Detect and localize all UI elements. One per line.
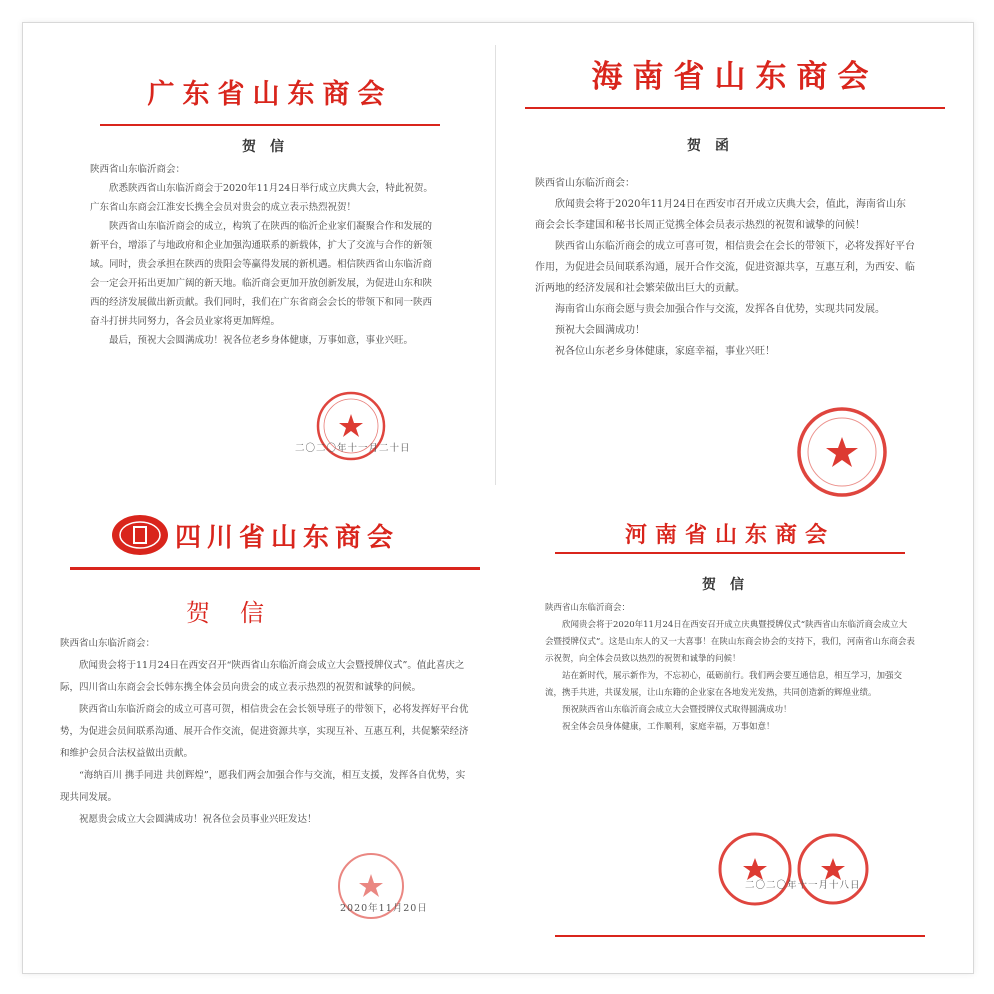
letter-guangdong <box>90 60 450 480</box>
red-seal-stamp-icon <box>335 850 407 926</box>
letter-henan <box>545 510 940 950</box>
paragraph: 站在新时代，展示新作为，不忘初心，砥砺前行。我们两会要互通信息，相互学习，加强交流，携手共进，共谋发展，让山东籍的企业家在各地发光发热，共同创造新的辉煌业绩。 <box>545 671 903 698</box>
letter-body <box>90 160 440 350</box>
paragraph: 祝各位山东老乡身体健康，家庭幸福，事业兴旺！ <box>555 346 775 357</box>
paragraph: 欣闻贵会将于2020年11月24日在西安市召开成立庆典大会，值此，海南省山东商会会长李建国和秘书长周正觉携全体会员表示热烈的祝贺和诚挚的问候！ <box>535 199 906 231</box>
footer-rule <box>555 935 925 937</box>
red-seal-stamp-icon <box>710 830 800 912</box>
letter-body <box>545 600 915 736</box>
letter-sichuan <box>60 505 480 950</box>
letter-subject: 贺函 <box>687 138 743 154</box>
letter-subject: 贺信 <box>242 139 298 155</box>
paragraph: 最后，预祝大会圆满成功！祝各位老乡身体健康，万事如意，事业兴旺。 <box>109 335 414 346</box>
org-title: 海南省山东商会 <box>591 59 879 95</box>
paragraph: 祝愿贵会成立大会圆满成功！祝各位会员事业兴旺发达！ <box>79 814 317 825</box>
org-title: 四川省山东商会 <box>175 523 400 553</box>
paragraph: 海南省山东商会愿与贵会加强合作与交流，发挥各自优势，实现共同发展。 <box>555 304 885 315</box>
red-seal-stamp-icon <box>790 830 876 912</box>
greeting: 陕西省山东临沂商会： <box>90 164 186 175</box>
paragraph: 预祝大会圆满成功！ <box>555 325 645 336</box>
paragraph: 欣闻贵会将于2020年11月24日在西安召开成立庆典暨授牌仪式“陕西省山东临沂商会成立大会暨授牌仪式”。这是山东人的又一大喜事！在陕山东商会协会的支持下，我们，河南省山东商会表示祝贺，向全体会员致以热烈的祝贺和诚挚的问候！ <box>545 620 915 664</box>
letter-subject: 贺信 <box>702 577 758 593</box>
paragraph: 祝全体会员身体健康，工作顺利，家庭幸福，万事如意！ <box>562 722 775 732</box>
greeting: 陕西省山东临沂商会： <box>60 638 156 649</box>
paragraph: 陕西省山东临沂商会的成立，构筑了在陕西的临沂企业家们凝聚合作和发展的新平台，增添了与地政府和企业加强沟通联系的新载体，扩大了交流与合作的新领域。同时，贵会承担在陕西的贵阳会等赢得发展的新机遇。相信陕西省山东临沂商会一定会开拓出更加广阔的新天地。临沂商会更加开放创新发展，为促进山东和陕西的经济发展做出新贡献。我们同时，我们在广东省商会会长的带领下和同一陕西奋斗打拼共同努力，各会员业家将更加辉煌。 <box>90 221 433 327</box>
letter-body <box>535 173 915 362</box>
vertical-divider <box>495 45 496 485</box>
header-rule <box>70 567 480 570</box>
greeting: 陕西省山东临沂商会： <box>545 603 631 613</box>
letter-date: 二〇二〇年十一月十八日 <box>745 880 861 891</box>
paragraph: 预祝陕西省山东临沂商会成立大会暨授牌仪式取得圆满成功！ <box>562 705 792 715</box>
paragraph: 陕西省山东临沂商会的成立可喜可贺，相信贵会在会长的带领下，必将发挥好平台作用，为促进会员间联系沟通，展开合作交流，促进资源共享，互惠互利，为西安、临沂两地的经济发展和社会繁荣做出巨大的贡献。 <box>535 241 915 294</box>
org-title: 广东省山东商会 <box>147 79 393 110</box>
red-seal-stamp-icon <box>315 390 387 466</box>
letter-date: 2020年11月20日 <box>340 903 428 914</box>
red-seal-stamp-icon <box>795 405 889 503</box>
letter-subject: 贺信 <box>186 599 294 627</box>
chamber-logo-icon <box>110 513 170 561</box>
header-rule <box>100 124 440 126</box>
paragraph: 陕西省山东临沂商会的成立可喜可贺，相信贵会在会长领导班子的带领下，必将发挥好平台优势，为促进会员间联系沟通、展开合作交流，促进资源共享，实现互补、互惠互利，共促繁荣经济和维护会员合法权益做出贡献。 <box>60 704 469 759</box>
greeting: 陕西省山东临沂商会： <box>535 178 635 189</box>
paragraph: 欣闻贵会将于11月24日在西安召开“陕西省山东临沂商会成立大会暨授牌仪式”。值此喜庆之际，四川省山东商会会长韩东携全体会员向贵会的成立表示热烈的祝贺和诚挚的问候。 <box>60 660 465 693</box>
header-rule <box>525 107 945 109</box>
paragraph: “海纳百川 携手同进 共创辉煌”，愿我们两会加强合作与交流，相互支援，发挥各自优势，实现共同发展。 <box>60 770 466 803</box>
letter-body <box>60 633 470 831</box>
letter-hainan <box>525 45 945 485</box>
letter-date: 二〇二〇年十一月二十日 <box>295 443 411 454</box>
org-title: 河南省山东商会 <box>624 523 835 548</box>
paragraph: 欣悉陕西省山东临沂商会于2020年11月24日举行成立庆典大会，特此祝贺。广东省山东商会江淮安长携全会员对贵会的成立表示热烈祝贺！ <box>90 183 433 213</box>
header-rule <box>555 552 905 554</box>
